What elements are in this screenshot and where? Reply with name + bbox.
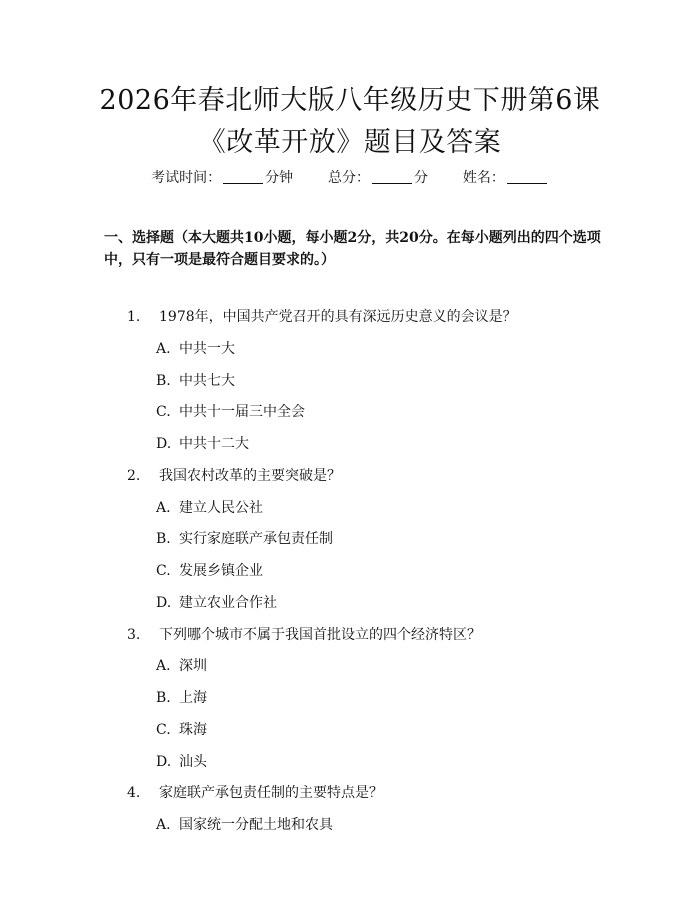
option-text: 深圳 — [179, 658, 207, 674]
question-2-option-d — [156, 593, 277, 613]
option-text: 建立人民公社 — [179, 500, 263, 516]
question-3-option-a — [156, 656, 207, 676]
option-text: 上海 — [179, 690, 207, 706]
question-text: 我国农村改革的主要突破是？ — [159, 468, 341, 484]
question-4-option-a — [156, 815, 333, 835]
option-letter: B. — [156, 373, 171, 389]
option-letter: A. — [156, 658, 171, 674]
option-text: 建立农业合作社 — [179, 595, 277, 611]
total-score-blank — [372, 169, 412, 184]
option-letter: C. — [156, 404, 171, 420]
option-text: 中共十一届三中全会 — [179, 404, 305, 420]
student-name-label: 姓名： — [462, 170, 505, 186]
question-number: 3. — [127, 627, 141, 643]
exam-meta — [0, 168, 700, 188]
document-title-line-2: 《改革开放》题目及答案 — [198, 127, 502, 158]
option-letter: B. — [156, 690, 171, 706]
question-2-option-b — [156, 529, 333, 549]
total-score-field — [328, 168, 428, 188]
option-letter: A. — [156, 817, 171, 833]
question-3-option-b — [156, 688, 207, 708]
option-text: 汕头 — [179, 754, 207, 770]
question-number: 1. — [127, 309, 141, 325]
question-3-option-d — [156, 752, 207, 772]
option-letter: D. — [156, 595, 172, 611]
question-1-option-d — [156, 434, 249, 454]
document-title-line-1: 2026年春北师大版八年级历史下册第6课 — [99, 85, 601, 116]
question-3-option-c — [156, 720, 207, 740]
exam-time-unit: 分钟 — [265, 170, 294, 186]
student-name-blank — [507, 169, 547, 184]
section-heading: 一、选择题（本大题共10小题，每小题2分，共20分。在每小题列出的四个选项中，只有一项是最符合题目要求的。） — [104, 230, 601, 268]
option-text: 国家统一分配土地和农具 — [179, 817, 333, 833]
option-letter: B. — [156, 531, 171, 547]
question-text: 下列哪个城市不属于我国首批设立的四个经济特区？ — [159, 627, 481, 643]
option-letter: C. — [156, 722, 171, 738]
option-text: 实行家庭联产承包责任制 — [179, 531, 333, 547]
option-letter: D. — [156, 754, 172, 770]
question-2 — [127, 466, 341, 486]
question-1 — [127, 307, 517, 327]
option-text: 中共十二大 — [179, 436, 249, 452]
question-3 — [127, 625, 481, 645]
exam-time-field — [151, 168, 293, 188]
total-score-unit: 分 — [414, 170, 428, 186]
question-1-option-b — [156, 371, 235, 391]
exam-time-label: 考试时间： — [151, 170, 222, 186]
question-2-option-c — [156, 561, 263, 581]
option-text: 发展乡镇企业 — [179, 563, 263, 579]
question-2-option-a — [156, 498, 263, 518]
question-1-option-c — [156, 402, 305, 422]
option-text: 中共七大 — [179, 373, 235, 389]
total-score-label: 总分： — [328, 170, 370, 186]
question-text: 1978年，中国共产党召开的具有深远历史意义的会议是？ — [159, 309, 517, 325]
option-letter: D. — [156, 436, 172, 452]
option-letter: A. — [156, 341, 171, 357]
exam-time-blank — [223, 169, 263, 184]
question-1-option-a — [156, 339, 235, 359]
option-text: 中共一大 — [179, 341, 235, 357]
question-4 — [127, 783, 383, 803]
student-name-field — [463, 168, 549, 188]
question-text: 家庭联产承包责任制的主要特点是？ — [159, 785, 383, 801]
option-letter: C. — [156, 563, 171, 579]
option-letter: A. — [156, 500, 171, 516]
option-text: 珠海 — [179, 722, 207, 738]
question-number: 4. — [127, 785, 141, 801]
question-number: 2. — [127, 468, 141, 484]
